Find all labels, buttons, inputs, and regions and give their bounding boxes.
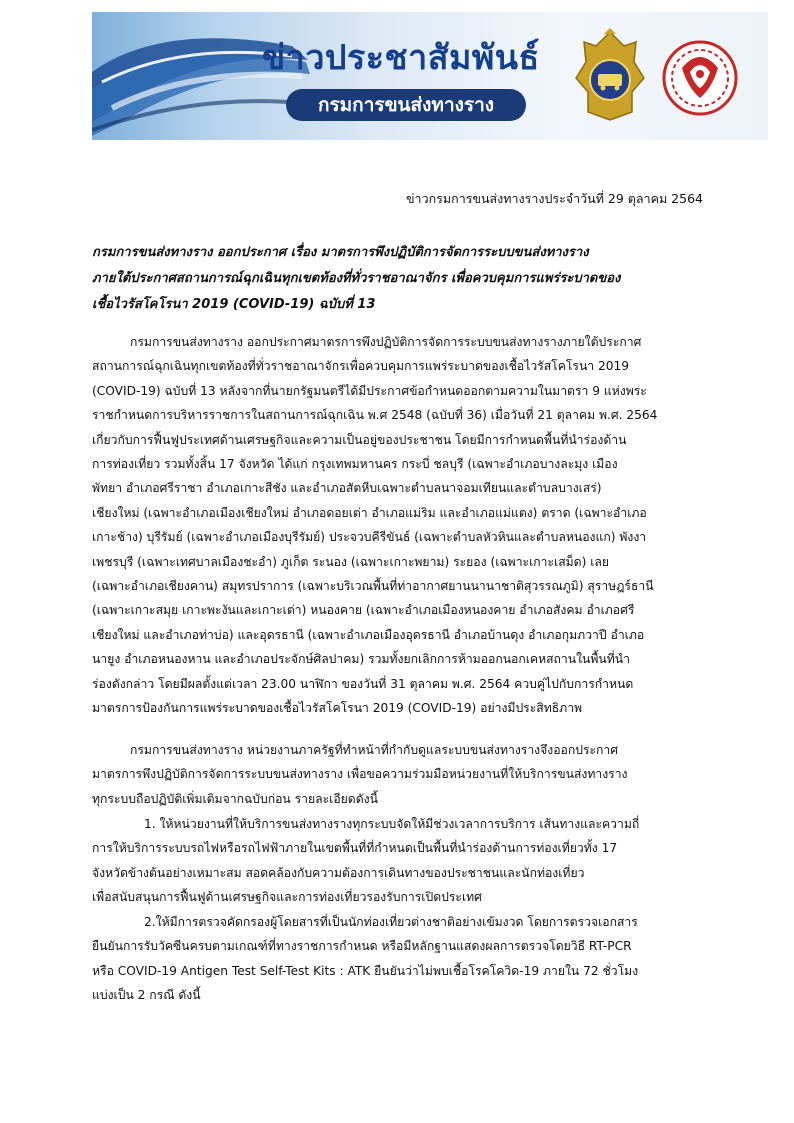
headline-line: กรมการขนส่งทางราง ออกประกาศ เรื่อง มาตรการพึงปฏิบัติการจัดการระบบขนส่งทางราง bbox=[92, 245, 589, 260]
paragraph-line: สถานการณ์ฉุกเฉินทุกเขตท้องที่ทั่วราชอาณาจักรเพื่อควบคุมการแพร่ระบาดของเชื้อไวรัสโคโรนา 2019 bbox=[92, 359, 630, 374]
paragraph-line: กรมการขนส่งทางราง หน่วยงานภาครัฐที่ทำหน้าที่กำกับดูแลระบบขนส่งทางรางจึงออกประกาศ bbox=[130, 743, 619, 757]
news-dateline: ข่าวกรมการขนส่งทางรางประจำวันที่ 29 ตุลาคม 2564 bbox=[406, 191, 703, 206]
item-line: 1. ให้หน่วยงานที่ให้บริการขนส่งทางรางทุกระบบจัดให้มีช่วงเวลาการบริการ เส้นทางและความถี่ bbox=[144, 817, 640, 831]
paragraph-line: เชียงใหม่ (เฉพาะอำเภอเมืองเชียงใหม่ อำเภอดอยเต่า อำเภอแม่ริม และอำเภอแม่แตง) ตราด (เฉพาะอำเภอ bbox=[92, 505, 647, 520]
paragraph-line: พัทยา อำเภอศรีราชา อำเภอเกาะสีชัง และอำเภอสัตหีบเฉพาะตำบลนาจอมเทียนและตำบลบางเสร่) bbox=[92, 481, 602, 496]
paragraph-line: (เฉพาะเกาะสมุย เกาะพะงันและเกาะเต่า) หนองคาย (เฉพาะอำเภอเมืองหนองคาย อำเภอสังคม อำเภอศรี bbox=[92, 603, 635, 618]
department-label: กรมการขนส่งทางราง bbox=[286, 89, 526, 121]
measure-item-2 bbox=[92, 910, 704, 1008]
paragraph-line: นายูง อำเภอหนองหาน และอำเภอประจักษ์ศิลปาคม) รวมทั้งยกเลิกการห้ามออกนอกเคหสถานในพื้นที่นำ bbox=[92, 652, 630, 667]
paragraph-line: (COVID-19) ฉบับที่ 13 หลังจากที่นายกรัฐมนตรีได้มีประกาศข้อกำหนดออกตามความในมาตรา 9 แห่งพระ bbox=[92, 383, 647, 398]
paragraph-line: การท่องเที่ยว รวมทั้งสิ้น 17 จังหวัด ได้แก่ กรุงเทพมหานคร กระบี่ ชลบุรี (เฉพาะอำเภอบางละมุง เมือง bbox=[92, 457, 618, 472]
paragraph-line: มาตรการป้องกันการแพร่ระบาดของเชื้อไวรัสโคโรนา 2019 (COVID-19) อย่างมีประสิทธิภาพ bbox=[92, 701, 583, 716]
paragraph-line: ราชกำหนดการบริหารราชการในสถานการณ์ฉุกเฉิน พ.ศ 2548 (ฉบับที่ 36) เมื่อวันที่ 21 ตุลาคม พ.ศ. 2564 bbox=[92, 408, 658, 423]
item-line: จังหวัดข้างต้นอย่างเหมาะสม สอดคล้องกับความต้องการเดินทางของประชาชนและนักท่องเที่ยว bbox=[92, 865, 585, 880]
paragraph-line: ร่องดังกล่าว โดยมีผลตั้งแต่เวลา 23.00 นาฬิกา ของวันที่ 31 ตุลาคม พ.ศ. 2564 ควบคู่ไปกับการกำหนด bbox=[92, 676, 634, 691]
item-line: หรือ COVID-19 Antigen Test Self-Test Kits : ATK ยืนยันว่าไม่พบเชื้อโรคโควิด-19 ภายใน 72 ชั่วโมง bbox=[92, 963, 639, 978]
paragraph-line: เชียงใหม่ และอำเภอท่าบ่อ) และอุดรธานี (เฉพาะอำเภอเมืองอุดรธานี อำเภอบ้านดุง อำเภอกุมภวาปี อำเภอ bbox=[92, 627, 645, 642]
body-paragraph-2 bbox=[92, 738, 704, 811]
item-line: ยืนยันการรับวัคซีนครบตามเกณฑ์ที่ทางราชการกำหนด หรือมีหลักฐานแสดงผลการตรวจโดยวิธี RT-PCR bbox=[92, 939, 632, 954]
press-release-title: ข่าวประชาสัมพันธ์ bbox=[262, 38, 540, 78]
headline-line: เชื้อไวรัสโคโรนา 2019 (COVID-19) ฉบับที่ 13 bbox=[92, 297, 376, 312]
body-paragraph-1 bbox=[92, 330, 704, 721]
measure-item-1 bbox=[92, 812, 704, 910]
paragraph-line: เกาะช้าง) บุรีรัมย์ (เฉพาะอำเภอเมืองบุรีรัมย์) ประจวบคีรีขันธ์ (เฉพาะตำบลหัวหินและตำบลหนองแก) พังงา bbox=[92, 530, 647, 545]
announcement-headline bbox=[92, 240, 704, 318]
srt-emblem-logo bbox=[570, 28, 650, 124]
headline-line: ภายใต้ประกาศสถานการณ์ฉุกเฉินทุกเขตท้องที่ทั่วราชอาณาจักร เพื่อควบคุมการแพร่ระบาดของ bbox=[92, 271, 621, 286]
paragraph-line: กรมการขนส่งทางราง ออกประกาศมาตรการพึงปฏิบัติการจัดการระบบขนส่งทางรางภายใต้ประกาศ bbox=[130, 335, 642, 349]
paragraph-line: (เฉพาะอำเภอเชียงคาน) สมุทรปราการ (เฉพาะบริเวณพื้นที่ท่าอากาศยานนานาชาติสุวรรณภูมิ) สุราษฎร์ธานี bbox=[92, 579, 654, 594]
dlt-emblem-logo bbox=[660, 28, 740, 124]
paragraph-line: ทุกระบบถือปฏิบัติเพิ่มเติมจากฉบับก่อน รายละเอียดดังนี้ bbox=[92, 791, 378, 806]
item-line: แบ่งเป็น 2 กรณี ดังนี้ bbox=[92, 988, 201, 1003]
item-line: เพื่อสนับสนุนการฟื้นฟูด้านเศรษฐกิจและการท่องเที่ยวรองรับการเปิดประเทศ bbox=[92, 890, 482, 905]
item-line: 2.ให้มีการตรวจคัดกรองผู้โดยสารที่เป็นนักท่องเที่ยวต่างชาติอย่างเข้มงวด โดยการตรวจเอกสาร bbox=[144, 915, 638, 929]
paragraph-line: เพชรบุรี (เฉพาะเทศบาลเมืองชะอำ) ภูเก็ต ระนอง (เฉพาะเกาะพยาม) ระยอง (เฉพาะเกาะเสม็ด) เลย bbox=[92, 554, 609, 569]
paragraph-line: เกี่ยวกับการฟื้นฟูประเทศด้านเศรษฐกิจและความเป็นอยู่ของประชาชน โดยมีการกำหนดพื้นที่นำร่องด้าน bbox=[92, 432, 627, 447]
item-line: การให้บริการระบบรถไฟหรือรถไฟฟ้าภายในเขตพื้นที่ที่กำหนดเป็นพื้นที่นำร่องด้านการท่องเที่ยวทั้ง 17 bbox=[92, 841, 618, 856]
paragraph-line: มาตรการพึงปฏิบัติการจัดการระบบขนส่งทางราง เพื่อขอความร่วมมือหน่วยงานที่ให้บริการขนส่งทางราง bbox=[92, 767, 628, 782]
